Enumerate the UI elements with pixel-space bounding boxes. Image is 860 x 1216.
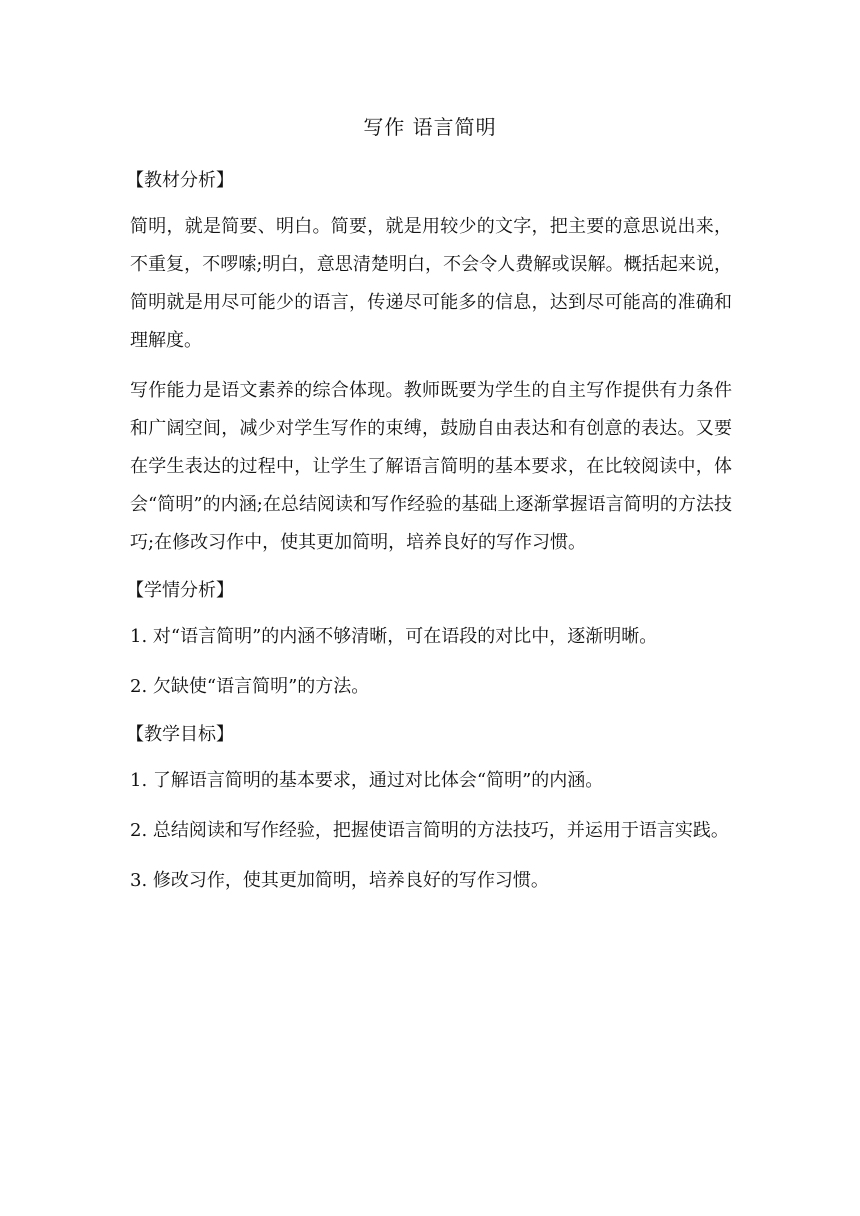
list-item: 2. 欠缺使“语言简明”的方法。 <box>130 676 370 697</box>
list-item: 1. 对“语言简明”的内涵不够清晰，可在语段的对比中，逐渐明晰。 <box>130 626 658 647</box>
section-heading-textbook-analysis: 【教材分析】 <box>126 170 234 191</box>
section-heading-student-analysis: 【学情分析】 <box>126 580 234 601</box>
document-title: 写作 语言简明 <box>363 115 497 139</box>
section-heading-teaching-goals: 【教学目标】 <box>126 724 234 745</box>
list-item: 2. 总结阅读和写作经验，把握使语言简明的方法技巧，并运用于语言实践。 <box>130 820 729 841</box>
paragraph: 简明，就是简要、明白。简要，就是用较少的文字，把主要的意思说出来，不重复，不啰嗦;明白，意思清楚明白，不会令人费解或误解。概括起来说，简明就是用尽可能少的语言，传递尽可能多的信息，达到尽可能高的准确和理解度。 <box>130 216 732 351</box>
document-body <box>126 164 732 912</box>
paragraph: 写作能力是语文素养的综合体现。教师既要为学生的自主写作提供有力条件和广阔空间，减少对学生写作的束缚，鼓励自由表达和有创意的表达。又要在学生表达的过程中，让学生了解语言简明的基本要求，在比较阅读中，体会“简明”的内涵;在总结阅读和写作经验的基础上逐渐掌握语言简明的方法技巧;在修改习作中，使其更加简明，培养良好的写作习惯。 <box>130 380 732 553</box>
list-item: 1. 了解语言简明的基本要求，通过对比体会“简明”的内涵。 <box>130 770 604 791</box>
list-item: 3. 修改习作，使其更加简明，培养良好的写作习惯。 <box>130 870 549 891</box>
